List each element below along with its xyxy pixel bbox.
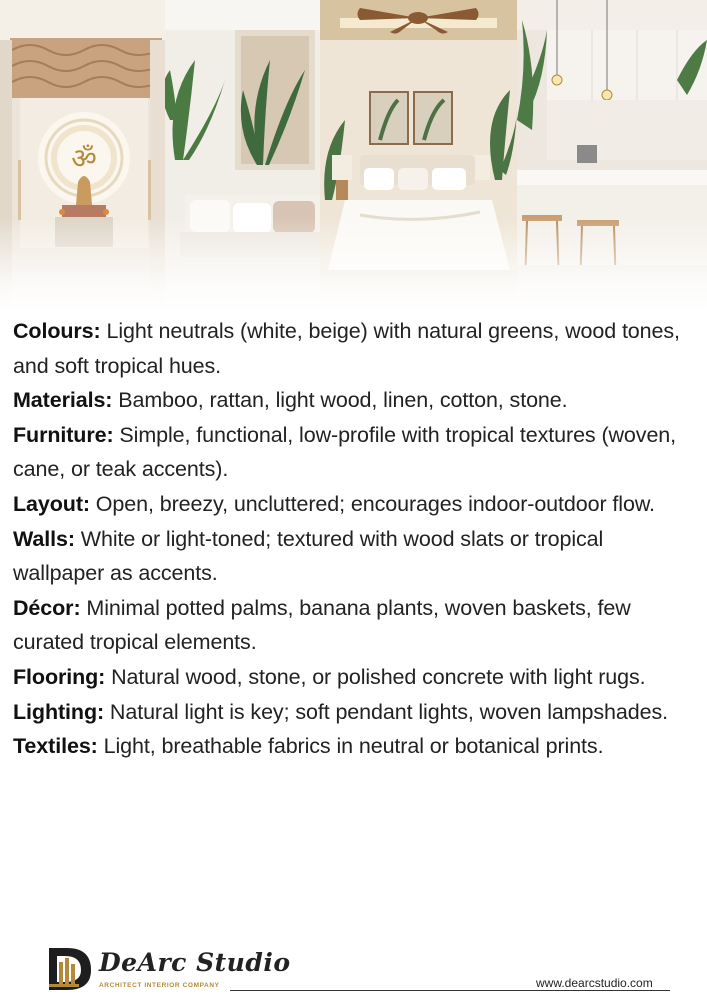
item-lighting xyxy=(13,695,699,730)
pooja-room-image xyxy=(0,0,165,312)
hero-collage xyxy=(0,0,707,312)
item-text: Natural wood, stone, or polished concrete with light rugs. xyxy=(105,664,646,689)
item-text: Minimal potted palms, banana plants, woven baskets, few curated tropical elements. xyxy=(13,595,631,655)
item-text: Bamboo, rattan, light wood, linen, cotton, stone. xyxy=(112,388,568,413)
item-label: Colours: xyxy=(13,319,101,343)
item-label: Layout: xyxy=(13,491,90,516)
feature-list xyxy=(13,314,699,764)
item-text: Natural light is key; soft pendant lights, woven lampshades. xyxy=(104,699,669,724)
item-label: Textiles: xyxy=(13,734,98,759)
item-label: Materials: xyxy=(13,388,113,413)
bedroom-image xyxy=(320,0,517,312)
item-label: Walls: xyxy=(13,526,75,551)
item-colours xyxy=(13,314,699,383)
brand-tagline: ARCHITECT INTERIOR COMPANY xyxy=(99,982,220,989)
item-label: Lighting: xyxy=(13,699,105,724)
dearc-logo xyxy=(47,944,291,994)
item-text: Light, breathable fabrics in neutral or botanical prints. xyxy=(97,734,604,759)
item-text: Simple, functional, low-profile with tropical textures (woven, cane, or teak accents). xyxy=(13,422,677,482)
kitchen-image xyxy=(517,0,707,312)
item-flooring xyxy=(13,660,699,695)
item-label: Décor: xyxy=(13,595,81,620)
brand-name: DeArc Studio xyxy=(99,948,291,977)
footer-divider xyxy=(230,990,670,991)
svg-text:ॐ: ॐ xyxy=(71,142,97,175)
item-walls xyxy=(13,522,699,591)
item-text: Open, breezy, uncluttered; encourages indoor-outdoor flow. xyxy=(89,491,655,516)
living-room-image xyxy=(165,0,320,312)
item-label: Flooring: xyxy=(13,664,106,689)
item-textiles xyxy=(13,729,699,764)
item-text: White or light-toned; textured with wood slats or tropical wallpaper as accents. xyxy=(13,526,604,586)
item-materials xyxy=(13,383,699,418)
item-furniture xyxy=(13,418,699,487)
item-label: Furniture: xyxy=(13,422,114,447)
website-link[interactable]: www.dearcstudio.com xyxy=(536,976,653,990)
item-text: Light neutrals (white, beige) with natural greens, wood tones, and soft tropical hues. xyxy=(13,319,680,378)
item-layout xyxy=(13,487,699,522)
logo-mark-icon xyxy=(47,944,93,992)
item-decor xyxy=(13,591,699,660)
